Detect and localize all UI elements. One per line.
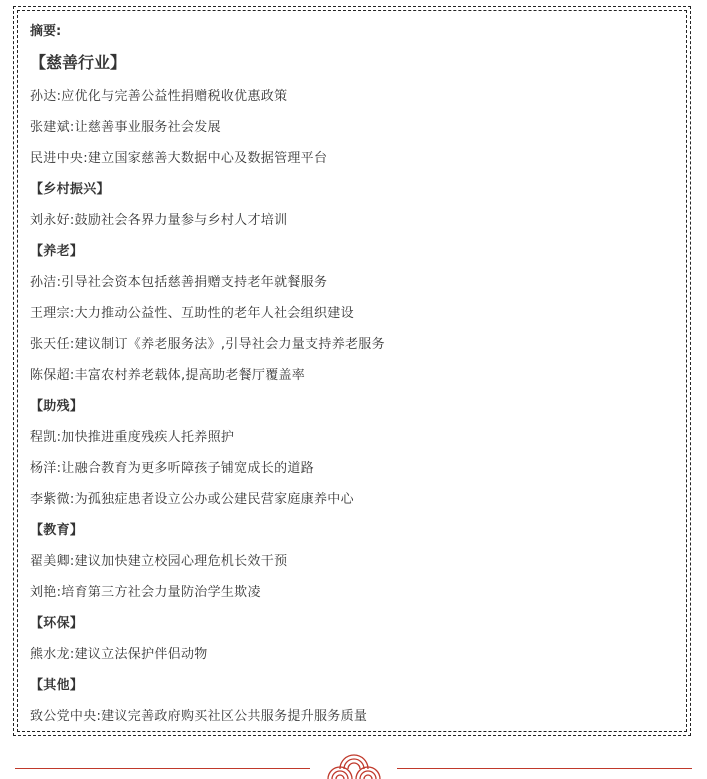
section-heading: 【教育】 [30,523,84,538]
footer-divider-left [15,768,310,769]
section-heading: 【养老】 [30,244,84,259]
proposal-item: 熊水龙:建议立法保护伴侣动物 [30,647,208,662]
abstract-label: 摘要: [30,24,62,39]
proposal-item: 刘艳:培育第三方社会力量防治学生欺凌 [30,585,261,600]
section-heading: 【助残】 [30,399,84,414]
proposal-item: 王理宗:大力推动公益性、互助性的老年人社会组织建设 [30,306,354,321]
proposal-item: 民进中央:建立国家慈善大数据中心及数据管理平台 [30,151,328,166]
section-heading: 【其他】 [30,678,84,693]
proposal-item: 李紫微:为孤独症患者设立公办或公建民营家庭康养中心 [30,492,354,507]
proposal-item: 致公党中央:建议完善政府购买社区公共服务提升服务质量 [30,709,368,724]
section-heading: 【环保】 [30,616,84,631]
proposal-list [30,81,670,732]
section-heading: 【乡村振兴】 [30,182,110,197]
proposal-item: 杨洋:让融合教育为更多听障孩子铺宽成长的道路 [30,461,314,476]
proposal-item: 孙达:应优化与完善公益性捐赠税收优惠政策 [30,89,288,104]
proposal-item: 孙洁:引导社会资本包括慈善捐赠支持老年就餐服务 [30,275,328,290]
cloud-ornament-icon [322,745,386,779]
main-heading: 【慈善行业】 [30,53,127,72]
proposal-item: 陈保超:丰富农村养老载体,提高助老餐厅覆盖率 [30,368,306,383]
proposal-item: 张天任:建议制订《养老服务法》,引导社会力量支持养老服务 [30,337,385,352]
proposal-item: 张建斌:让慈善事业服务社会发展 [30,120,221,135]
proposal-item: 刘永好:鼓励社会各界力量参与乡村人才培训 [30,213,288,228]
article-body [30,20,670,732]
footer-divider-right [397,768,692,769]
proposal-item: 翟美卿:建议加快建立校园心理危机长效干预 [30,554,288,569]
proposal-item: 程凯:加快推进重度残疾人托养照护 [30,430,235,445]
